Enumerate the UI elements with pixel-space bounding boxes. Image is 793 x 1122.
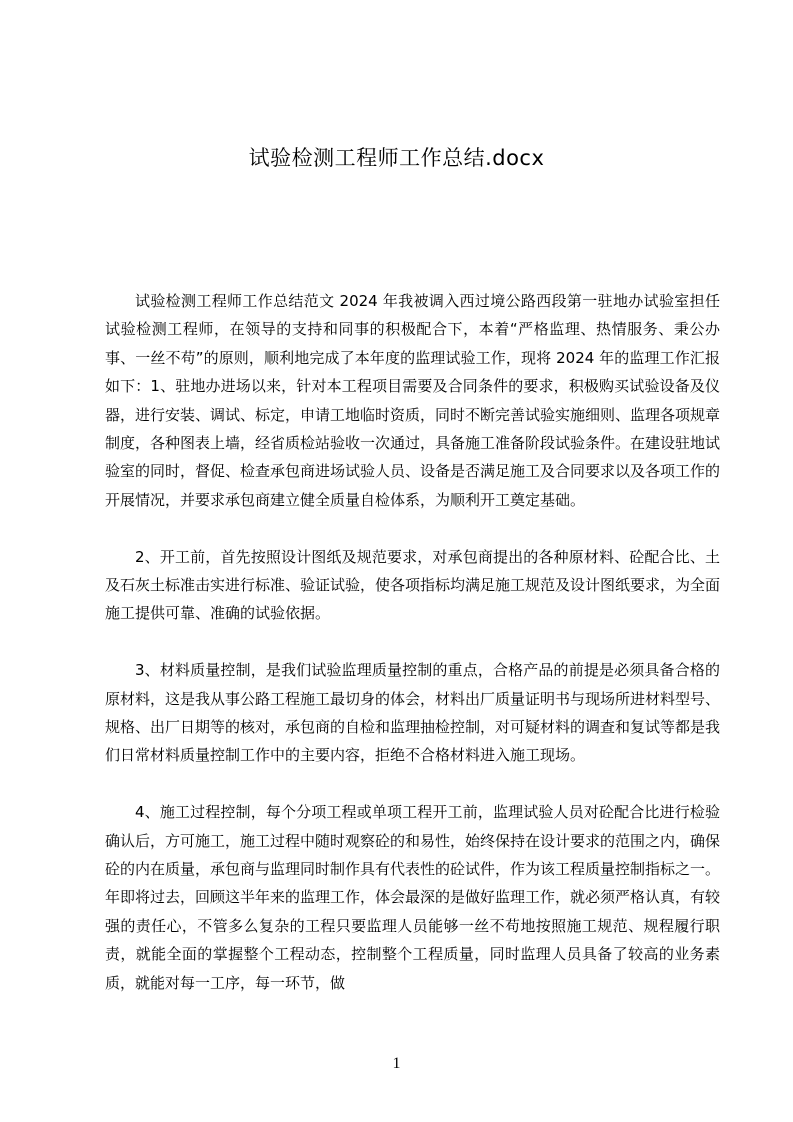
page-number: 1: [392, 1055, 401, 1072]
document-title: 试验检测工程师工作总结.docx: [248, 146, 545, 170]
paragraph-intro: 试验检测工程师工作总结范文 2024 年我被调入西过境公路西段第一驻地办试验室担任试验检测工程师，在领导的支持和同事的积极配合下，本着“严格监理、热情服务、秉公办事、一丝不苟”的原则，顺利地完成了本年度的监理试验工作，现将 2024 年的监理工作汇报如下：1、驻地办进场以来，针对本工程项目需要及合同条件的要求，积极购买试验设备及仪器，进行安装、调试、标定，申请工地临时资质，同时不断完善试验实施细则、监理各项规章制度，各种图表上墙，经省质检站验收一次通过，具备施工准备阶段试验条件。在建设驻地试验室的同时，督促、检查承包商进场试验人员、设备是否满足施工及合同要求以及各项工作的开展情况，并要求承包商建立健全质量自检体系，为顺利开工奠定基础。: [105, 292, 721, 509]
paragraph-section-3: 3、材料质量控制，是我们试验监理质量控制的重点，合格产品的前提是必须具备合格的原材料，这是我从事公路工程施工最切身的体会，材料出厂质量证明书与现场所进材料型号、规格、出厂日期等的核对，承包商的自检和监理抽检控制，对可疑材料的调查和复试等都是我们日常材料质量控制工作中的主要内容，拒绝不合格材料进入施工现场。: [105, 661, 721, 765]
paragraph-section-4: 4、施工过程控制，每个分项工程或单项工程开工前，监理试验人员对砼配合比进行检验确认后，方可施工，施工过程中随时观察砼的和易性，始终保持在设计要求的范围之内，确保砼的内在质量，承包商与监理同时制作具有代表性的砼试件，作为该工程质量控制指标之一。年即将过去，回顾这半年来的监理工作，体会最深的是做好监理工作，就必须严格认真，有较强的责任心，不管多么复杂的工程只要监理人员能够一丝不苟地按照施工规范、规程履行职责，就能全面的掌握整个工程动态，控制整个工程质量，同时监理人员具备了较高的业务素质，就能对每一工序，每一环节，做: [105, 803, 721, 992]
paragraph-section-2: 2、开工前，首先按照设计图纸及规范要求，对承包商提出的各种原材料、砼配合比、土及石灰土标准击实进行标准、验证试验，使各项指标均满足施工规范及设计图纸要求，为全面施工提供可靠、准确的试验依据。: [105, 547, 721, 623]
document-body: [105, 287, 720, 1026]
